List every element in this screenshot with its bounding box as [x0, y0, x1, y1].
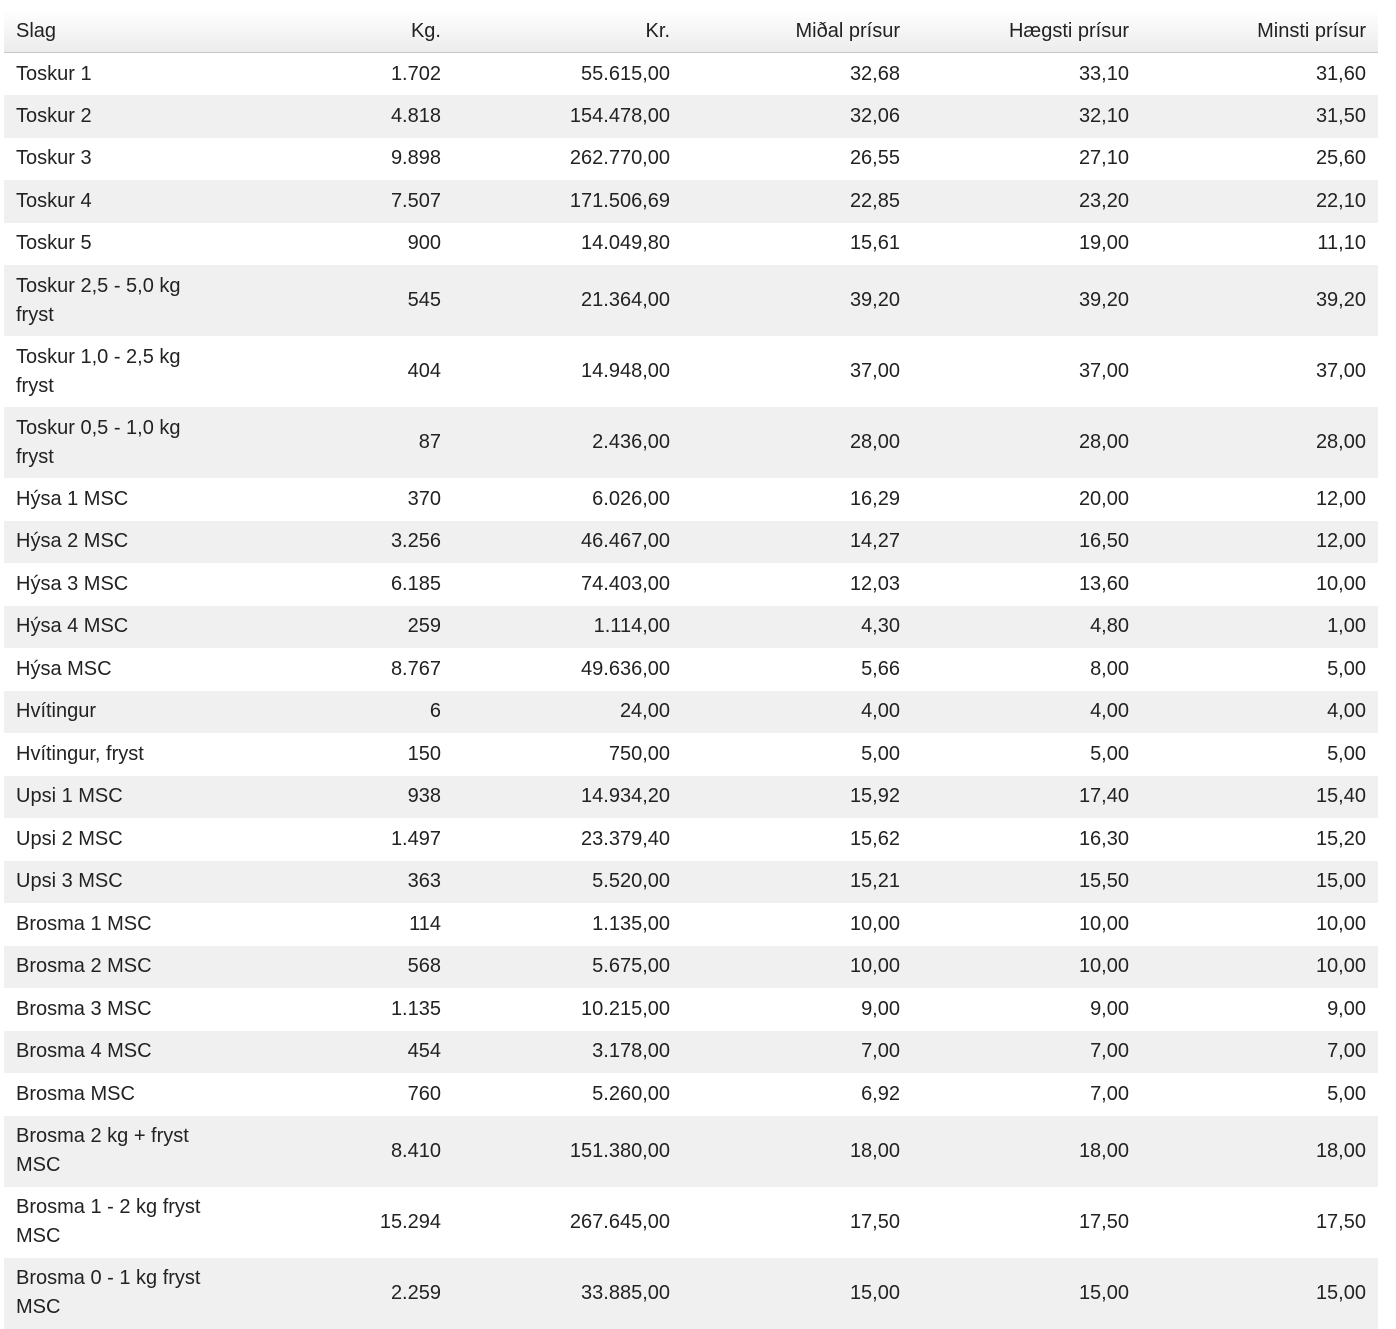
cell-kr: 23.379,40: [581, 827, 670, 850]
cell-highest-price: 28,00: [1078, 431, 1129, 453]
cell-kg: 7.507: [390, 189, 441, 212]
cell-highest-price: 32,10: [1078, 104, 1129, 127]
cell-lowest-price: 17,50: [1315, 1210, 1366, 1233]
cell-highest-price: 19,00: [1078, 232, 1129, 255]
cell-slag: Toskur 2: [16, 104, 92, 127]
cell-slag: Toskur 3: [16, 147, 92, 170]
cell-slag: Upsi 3 MSC: [16, 870, 123, 893]
cell-highest-price: 16,30: [1078, 827, 1129, 850]
cell-slag: Brosma 1 MSC: [16, 912, 152, 935]
cell-highest-price: 27,10: [1078, 147, 1129, 170]
cell-highest-price: 17,50: [1078, 1210, 1129, 1233]
column-header-slag[interactable]: Slag: [4, 10, 224, 53]
cell-slag: Brosma 3 MSC: [16, 997, 152, 1020]
table-row: [4, 776, 1378, 819]
cell-kg: 938: [407, 785, 441, 808]
cell-lowest-price: 12,00: [1315, 530, 1366, 553]
cell-lowest-price: 9,00: [1327, 997, 1366, 1020]
cell-average-price: 4,30: [861, 615, 900, 638]
cell-average-price: 26,55: [849, 147, 900, 170]
cell-lowest-price: 25,60: [1315, 147, 1366, 170]
cell-slag: Toskur 0,5 - 1,0 kg fryst: [16, 416, 181, 468]
cell-highest-price: 4,80: [1090, 615, 1129, 638]
column-header-kr[interactable]: Kr.: [453, 10, 682, 53]
cell-average-price: 37,00: [849, 360, 900, 382]
cell-average-price: 28,00: [849, 431, 900, 453]
cell-lowest-price: 10,00: [1315, 955, 1366, 978]
cell-average-price: 4,00: [861, 700, 900, 723]
cell-kr: 151.380,00: [569, 1139, 670, 1162]
cell-kg: 259: [407, 615, 441, 638]
cell-average-price: 32,68: [849, 62, 900, 85]
cell-lowest-price: 15,00: [1315, 1281, 1366, 1304]
cell-lowest-price: 31,50: [1315, 104, 1366, 127]
cell-kr: 2.436,00: [592, 431, 670, 453]
cell-highest-price: 7,00: [1090, 1082, 1129, 1105]
table-row: [4, 180, 1378, 223]
cell-slag: Toskur 1: [16, 62, 92, 85]
price-table-container: [4, 10, 1378, 1329]
table-row: [4, 988, 1378, 1031]
cell-kg: 404: [407, 360, 441, 382]
cell-kg: 1.497: [390, 827, 441, 850]
table-row: [4, 1031, 1378, 1074]
cell-kr: 21.364,00: [581, 289, 670, 311]
cell-highest-price: 16,50: [1078, 530, 1129, 553]
cell-kg: 6.185: [390, 572, 441, 595]
cell-kg: 363: [407, 870, 441, 893]
cell-slag: Brosma 1 - 2 kg fryst MSC: [16, 1196, 201, 1247]
cell-kg: 568: [407, 955, 441, 978]
cell-slag: Toskur 2,5 - 5,0 kg fryst: [16, 274, 181, 326]
cell-average-price: 5,66: [861, 657, 900, 680]
table-row: [4, 861, 1378, 904]
cell-kr: 1.114,00: [593, 615, 670, 638]
cell-lowest-price: 5,00: [1327, 657, 1366, 680]
cell-average-price: 16,29: [849, 487, 900, 510]
cell-slag: Upsi 1 MSC: [16, 785, 123, 808]
table-row: [4, 521, 1378, 564]
cell-lowest-price: 5,00: [1327, 742, 1366, 765]
cell-kg: 8.410: [390, 1139, 441, 1162]
cell-kr: 14.934,20: [581, 785, 670, 808]
table-row: [4, 606, 1378, 649]
cell-kr: 267.645,00: [569, 1210, 670, 1233]
cell-lowest-price: 39,20: [1315, 289, 1366, 311]
table-row: [4, 138, 1378, 181]
cell-kr: 10.215,00: [581, 997, 670, 1020]
table-row: [4, 1116, 1378, 1187]
cell-lowest-price: 28,00: [1315, 431, 1366, 453]
cell-average-price: 6,92: [861, 1082, 900, 1105]
cell-highest-price: 5,00: [1090, 742, 1129, 765]
cell-average-price: 5,00: [861, 742, 900, 765]
cell-kg: 760: [407, 1082, 441, 1105]
cell-kr: 24,00: [619, 700, 670, 723]
cell-kr: 33.885,00: [581, 1281, 670, 1304]
cell-kg: 15.294: [379, 1210, 441, 1233]
cell-average-price: 10,00: [849, 955, 900, 978]
table-row: [4, 733, 1378, 776]
cell-average-price: 14,27: [849, 530, 900, 553]
cell-lowest-price: 15,00: [1315, 870, 1366, 893]
table-row: [4, 1187, 1378, 1258]
cell-average-price: 18,00: [849, 1139, 900, 1162]
cell-average-price: 15,61: [849, 232, 900, 255]
cell-lowest-price: 15,20: [1315, 827, 1366, 850]
cell-kr: 3.178,00: [592, 1040, 670, 1063]
cell-slag: Toskur 1,0 - 2,5 kg fryst: [16, 345, 181, 397]
cell-kg: 87: [418, 431, 441, 453]
table-row: [4, 336, 1378, 407]
cell-slag: Brosma 0 - 1 kg fryst MSC: [16, 1267, 201, 1318]
table-row: [4, 648, 1378, 691]
cell-kg: 114: [409, 912, 441, 935]
cell-slag: Hvítingur, fryst: [16, 742, 144, 765]
cell-lowest-price: 10,00: [1315, 912, 1366, 935]
column-header-average-price[interactable]: Miðal prísur: [682, 10, 912, 53]
table-row: [4, 1073, 1378, 1116]
table-row: [4, 407, 1378, 478]
cell-highest-price: 4,00: [1090, 700, 1129, 723]
cell-highest-price: 10,00: [1078, 912, 1129, 935]
cell-lowest-price: 18,00: [1315, 1139, 1366, 1162]
cell-average-price: 15,62: [849, 827, 900, 850]
cell-slag: Toskur 5: [16, 232, 92, 255]
cell-kr: 262.770,00: [569, 147, 670, 170]
cell-kr: 6.026,00: [592, 487, 670, 510]
cell-lowest-price: 1,00: [1327, 615, 1366, 638]
cell-lowest-price: 7,00: [1327, 1040, 1366, 1063]
cell-average-price: 22,85: [849, 189, 900, 212]
cell-lowest-price: 11,10: [1317, 232, 1366, 255]
table-row: [4, 223, 1378, 266]
cell-kg: 6: [429, 700, 441, 723]
header-row: [4, 10, 1378, 53]
cell-slag: Upsi 2 MSC: [16, 827, 123, 850]
cell-kr: 1.135,00: [592, 912, 670, 935]
cell-average-price: 7,00: [861, 1040, 900, 1063]
cell-kg: 2.259: [390, 1281, 441, 1304]
table-row: [4, 946, 1378, 989]
cell-average-price: 39,20: [849, 289, 900, 311]
cell-kg: 3.256: [390, 530, 441, 553]
cell-average-price: 15,00: [849, 1281, 900, 1304]
cell-kg: 370: [407, 487, 441, 510]
cell-slag: Brosma 4 MSC: [16, 1040, 152, 1063]
cell-lowest-price: 5,00: [1327, 1082, 1366, 1105]
cell-lowest-price: 10,00: [1315, 572, 1366, 595]
cell-kr: 750,00: [608, 742, 670, 765]
cell-average-price: 17,50: [849, 1210, 900, 1233]
cell-slag: Toskur 4: [16, 189, 92, 212]
cell-kr: 154.478,00: [569, 104, 670, 127]
cell-kr: 5.675,00: [592, 955, 670, 978]
cell-lowest-price: 37,00: [1315, 360, 1366, 382]
cell-average-price: 10,00: [849, 912, 900, 935]
cell-highest-price: 20,00: [1078, 487, 1129, 510]
cell-slag: Brosma MSC: [16, 1082, 135, 1105]
cell-kg: 1.702: [390, 62, 441, 85]
cell-kg: 9.898: [390, 147, 441, 170]
cell-slag: Hýsa 3 MSC: [16, 572, 129, 595]
column-header-lowest-price[interactable]: Minsti prísur: [1141, 10, 1378, 53]
cell-lowest-price: 4,00: [1327, 700, 1366, 723]
cell-slag: Hýsa 2 MSC: [16, 530, 129, 553]
cell-kg: 454: [407, 1040, 441, 1063]
cell-kg: 900: [407, 232, 441, 255]
cell-highest-price: 39,20: [1078, 289, 1129, 311]
cell-lowest-price: 15,40: [1315, 785, 1366, 808]
cell-kr: 5.260,00: [592, 1082, 670, 1105]
table-row: [4, 1258, 1378, 1329]
table-row: [4, 563, 1378, 606]
cell-highest-price: 37,00: [1078, 360, 1129, 382]
cell-average-price: 12,03: [849, 572, 900, 595]
cell-slag: Brosma 2 kg + fryst MSC: [16, 1125, 189, 1176]
cell-kr: 5.520,00: [592, 870, 670, 893]
cell-highest-price: 15,00: [1078, 1281, 1129, 1304]
cell-slag: Brosma 2 MSC: [16, 955, 152, 978]
cell-kr: 55.615,00: [581, 62, 670, 85]
cell-lowest-price: 12,00: [1315, 487, 1366, 510]
cell-kr: 14.948,00: [581, 360, 670, 382]
cell-lowest-price: 31,60: [1315, 62, 1366, 85]
cell-highest-price: 7,00: [1090, 1040, 1129, 1063]
cell-slag: Hvítingur: [16, 700, 97, 723]
cell-slag: Hýsa 1 MSC: [16, 487, 129, 510]
cell-average-price: 9,00: [861, 997, 900, 1020]
cell-average-price: 32,06: [849, 104, 900, 127]
cell-highest-price: 23,20: [1078, 189, 1129, 212]
cell-kg: 1.135: [390, 997, 441, 1020]
table-row: [4, 903, 1378, 946]
cell-kg: 545: [407, 289, 441, 311]
cell-highest-price: 33,10: [1078, 62, 1129, 85]
table-body: [4, 53, 1378, 1329]
cell-kg: 8.767: [390, 657, 441, 680]
column-header-kg[interactable]: Kg.: [224, 10, 453, 53]
cell-kr: 46.467,00: [581, 530, 670, 553]
table-row: [4, 691, 1378, 734]
cell-kr: 74.403,00: [581, 572, 670, 595]
table-row: [4, 53, 1378, 96]
cell-highest-price: 18,00: [1078, 1139, 1129, 1162]
cell-kr: 14.049,80: [581, 232, 670, 255]
cell-highest-price: 15,50: [1078, 870, 1129, 893]
cell-highest-price: 10,00: [1078, 955, 1129, 978]
cell-highest-price: 13,60: [1078, 572, 1129, 595]
table-header: [4, 10, 1378, 53]
table-row: [4, 818, 1378, 861]
cell-kr: 171.506,69: [569, 189, 670, 212]
cell-slag: Hýsa 4 MSC: [16, 615, 129, 638]
column-header-highest-price[interactable]: Hægsti prísur: [912, 10, 1141, 53]
cell-highest-price: 8,00: [1090, 657, 1129, 680]
cell-kg: 150: [407, 742, 441, 765]
cell-slag: Hýsa MSC: [16, 657, 112, 680]
cell-kr: 49.636,00: [581, 657, 670, 680]
cell-highest-price: 9,00: [1090, 997, 1129, 1020]
cell-kg: 4.818: [390, 104, 441, 127]
cell-lowest-price: 22,10: [1315, 189, 1366, 212]
price-table: [4, 10, 1378, 1329]
cell-average-price: 15,21: [849, 870, 900, 893]
table-row: [4, 265, 1378, 336]
cell-average-price: 15,92: [849, 785, 900, 808]
cell-highest-price: 17,40: [1078, 785, 1129, 808]
table-row: [4, 95, 1378, 138]
table-row: [4, 478, 1378, 521]
